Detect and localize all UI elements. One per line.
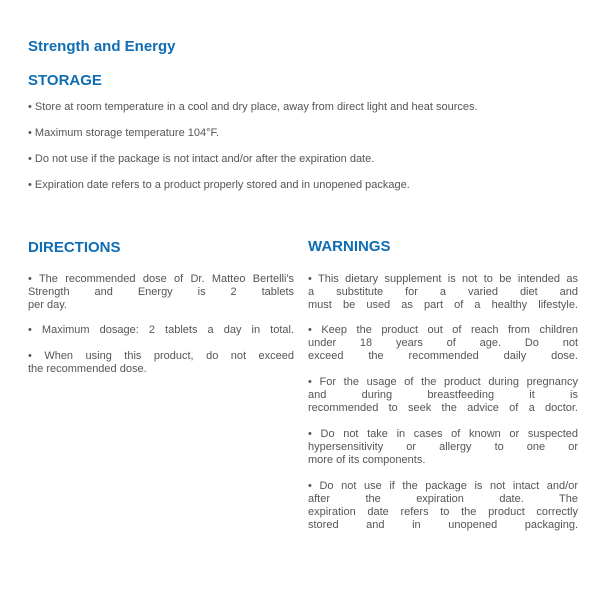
text-line: • This dietary supplement is not to be intended as — [308, 273, 578, 285]
text-line: • When using this product, do not exceed — [28, 350, 294, 362]
directions-paragraph — [28, 324, 294, 337]
warnings-heading: WARNINGS — [308, 238, 391, 255]
text-line: • The recommended dose of Dr. Matteo Bertelli's — [28, 273, 294, 285]
storage-heading: STORAGE — [28, 72, 102, 89]
page-title: Strength and Energy — [28, 38, 176, 55]
text-line: after the expiration date. The — [308, 493, 578, 505]
text-line: under 18 years of age. Do not — [308, 337, 578, 349]
warnings-paragraph — [308, 273, 578, 312]
directions-heading: DIRECTIONS — [28, 239, 121, 256]
text-line: • Do not take in cases of known or suspected — [308, 428, 578, 440]
text-line: must be used as part of a healthy lifestyle. — [308, 299, 578, 311]
text-line: Strength and Energy is 2 tablets — [28, 286, 294, 298]
storage-item: • Maximum storage temperature 104°F. — [28, 127, 220, 139]
text-line: per day. — [28, 299, 67, 311]
text-line: exceed the recommended daily dose. — [308, 350, 578, 362]
warnings-paragraph — [308, 428, 578, 467]
text-line: recommended to seek the advice of a doctor. — [308, 402, 578, 414]
directions-paragraph — [28, 273, 294, 312]
text-line: and during breastfeeding it is — [308, 389, 578, 401]
directions-paragraph — [28, 350, 294, 376]
text-line: • Do not use if the package is not intact and/or — [308, 480, 578, 492]
storage-item: • Expiration date refers to a product properly stored and in unopened package. — [28, 179, 410, 191]
warnings-paragraph — [308, 376, 578, 415]
text-line: hypersensitivity or allergy to one or — [308, 441, 578, 453]
storage-item: • Store at room temperature in a cool and dry place, away from direct light and heat sources. — [28, 101, 478, 113]
text-line: more of its components. — [308, 454, 426, 466]
warnings-paragraph — [308, 324, 578, 363]
text-line: a substitute for a varied diet and — [308, 286, 578, 298]
text-line: the recommended dose. — [28, 363, 147, 375]
storage-item: • Do not use if the package is not intact and/or after the expiration date. — [28, 153, 375, 165]
text-line: • Keep the product out of reach from children — [308, 324, 578, 336]
text-line: stored and in unopened packaging. — [308, 519, 578, 531]
text-line: • For the usage of the product during pregnancy — [308, 376, 578, 388]
warnings-paragraph — [308, 480, 578, 532]
text-line: expiration date refers to the product correctly — [308, 506, 578, 518]
text-line: • Maximum dosage: 2 tablets a day in total. — [28, 324, 294, 336]
